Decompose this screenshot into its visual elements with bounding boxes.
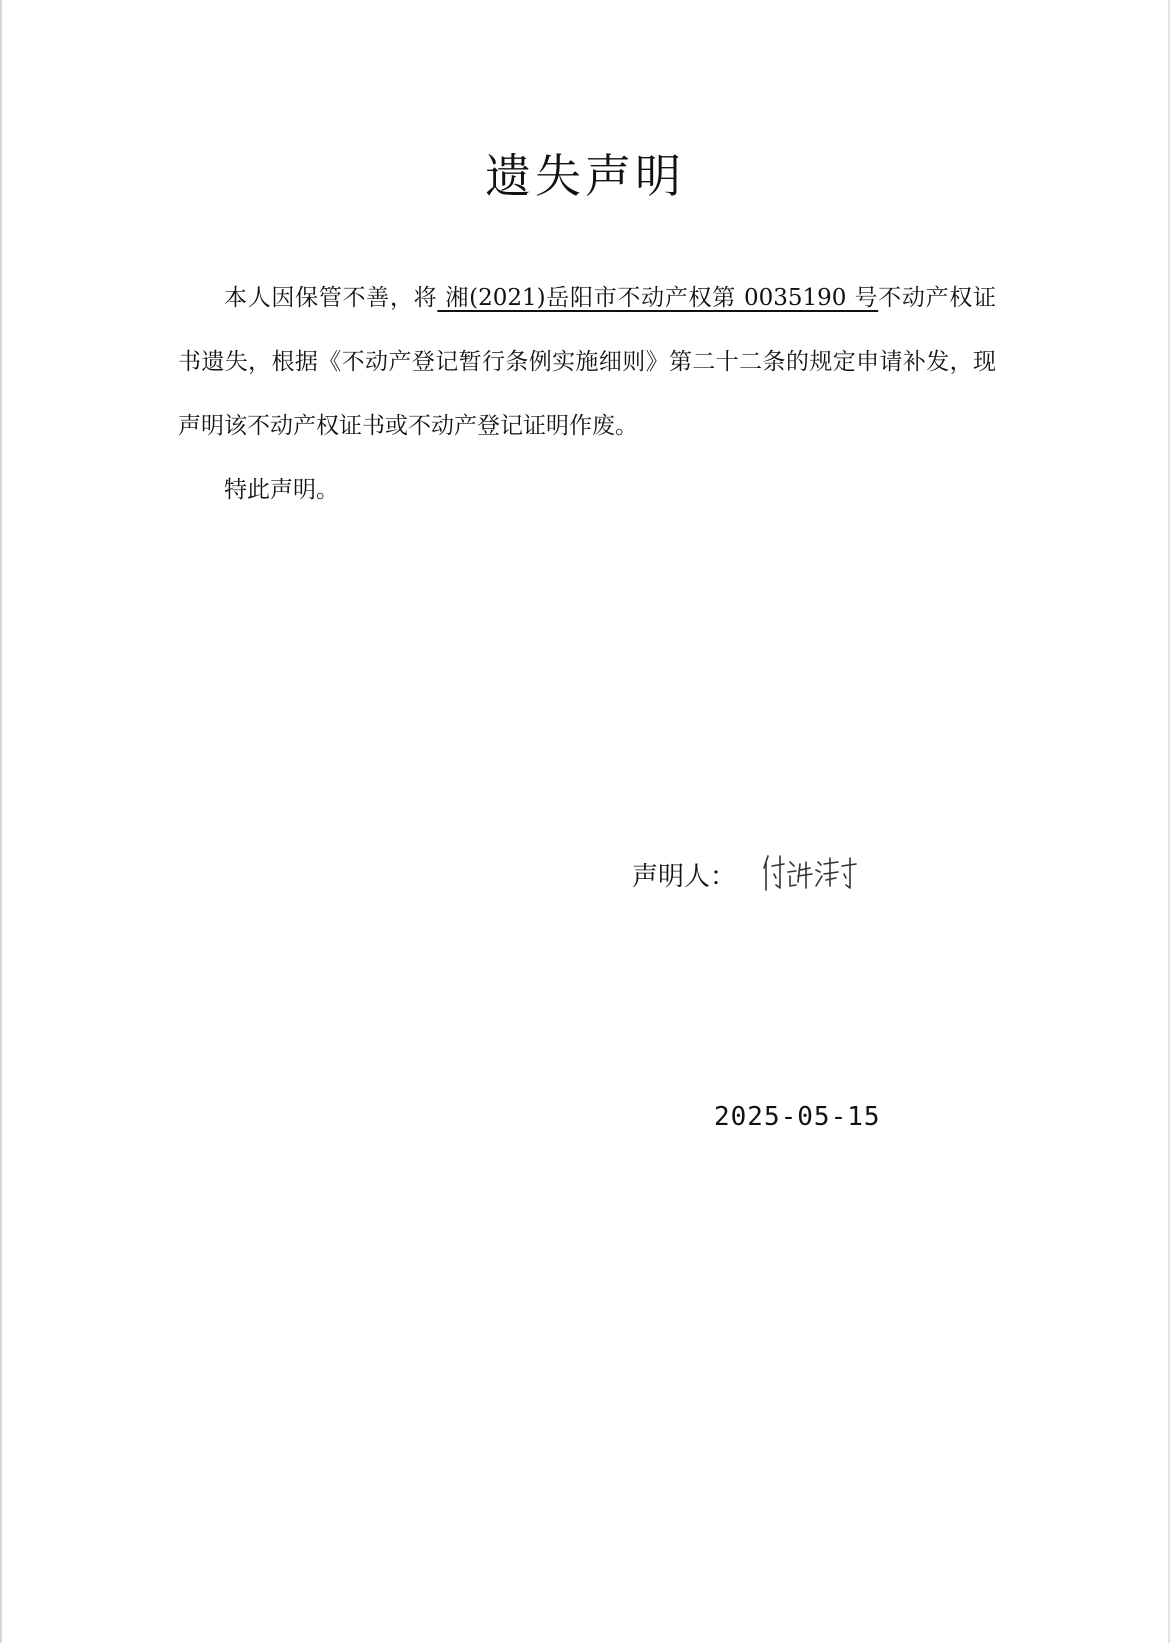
signer-label: 声明人： <box>632 862 737 892</box>
signer-line <box>632 856 736 893</box>
certificate-number: 湘(2021)岳阳市不动产权第 0035190 号 <box>437 285 879 311</box>
declaration-paragraph <box>178 266 996 458</box>
paragraph-prefix: 本人因保管不善，将 <box>224 285 438 311</box>
page-title: 遗失声明 <box>485 149 685 203</box>
handwritten-signature <box>760 852 860 896</box>
paragraph-suffix: 不动产权证书遗失，根据《不动产登记暂行条例实施细则》第二十二条的规定申请补发，现声明该不动产权证书或不动产登记证明作废。 <box>178 285 997 439</box>
closing-statement: 特此声明。 <box>224 477 339 503</box>
declaration-date: 2025-05-15 <box>714 1102 881 1132</box>
declaration-body <box>178 266 996 522</box>
